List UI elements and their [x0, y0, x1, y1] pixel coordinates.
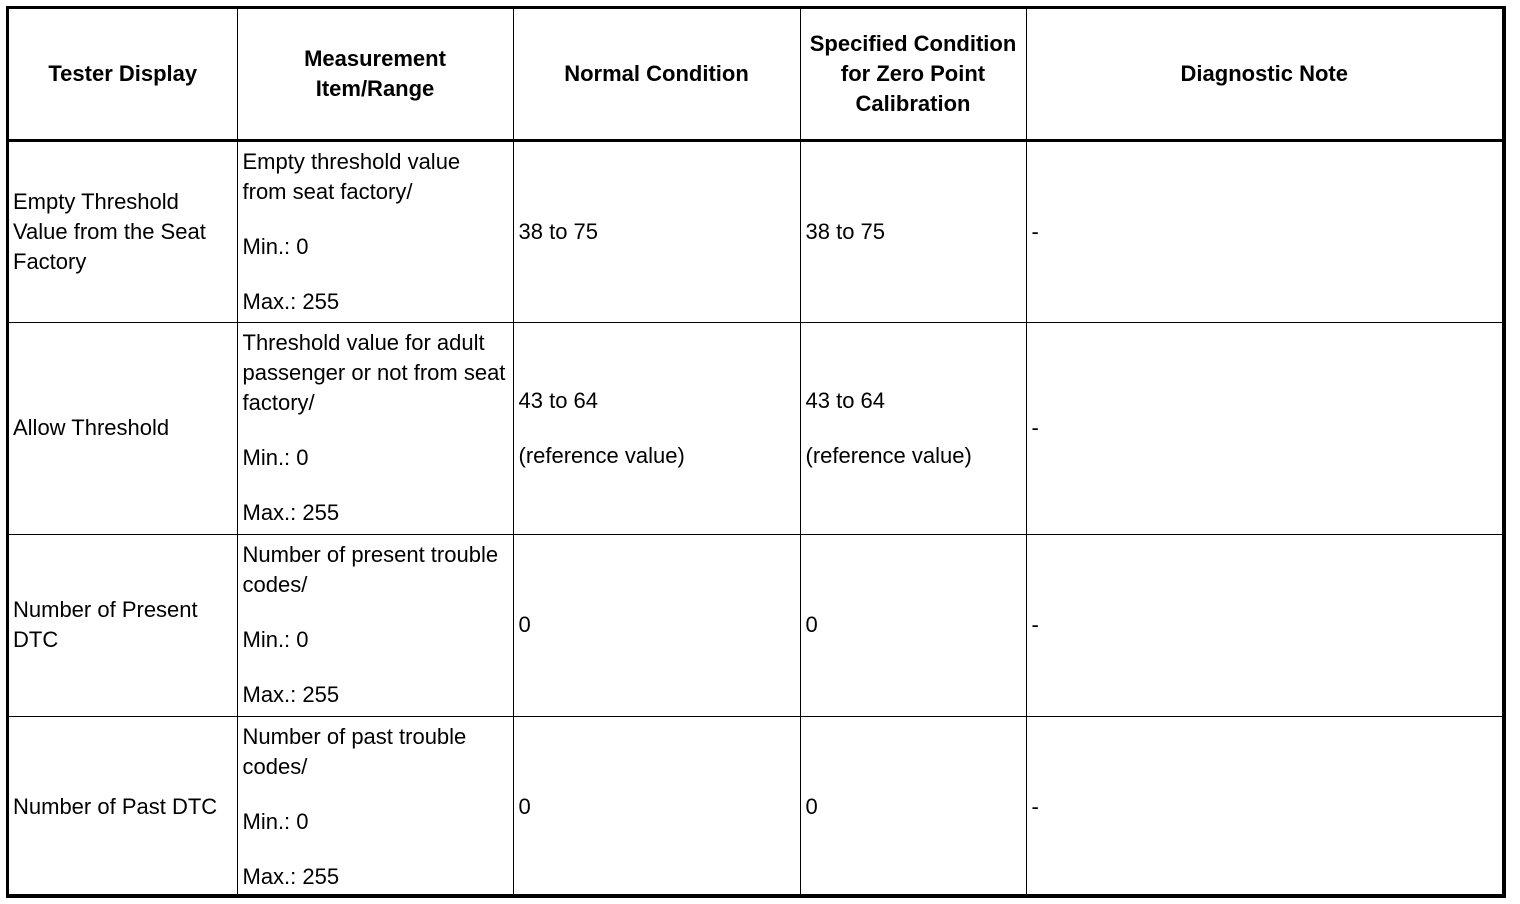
- zero-point-condition-cell: [800, 140, 1026, 322]
- measurement-description: Empty threshold value from seat factory/: [242, 148, 461, 204]
- tester-display-cell: Empty Threshold Value from the Seat Factory: [9, 140, 237, 322]
- zero-point-condition-value: 38 to 75: [805, 218, 886, 244]
- range-min: Min.: 0: [242, 445, 309, 470]
- diagnostic-note-cell: -: [1026, 716, 1502, 898]
- table-header-row: [9, 9, 1502, 140]
- diagnostic-note-cell: -: [1026, 140, 1502, 322]
- normal-condition-value: 43 to 64: [518, 387, 599, 413]
- header-zero-point-calibration: Specified Condition for Zero Point Calibration: [800, 9, 1026, 140]
- measurement-range-cell: [237, 716, 513, 898]
- normal-condition-note: (reference value): [518, 442, 685, 468]
- table-row: [9, 140, 1502, 322]
- range-min: Min.: 0: [242, 627, 309, 652]
- range-max: Max.: 255: [242, 682, 340, 707]
- diagnostic-note-cell: -: [1026, 534, 1502, 716]
- range-min: Min.: 0: [242, 809, 309, 835]
- zero-point-condition-cell: [800, 534, 1026, 716]
- zero-point-condition-note: (reference value): [805, 442, 972, 468]
- diagnostic-note-cell: -: [1026, 322, 1502, 534]
- normal-condition-cell: [513, 322, 800, 534]
- normal-condition-value: 0: [518, 612, 531, 637]
- header-normal-condition: Normal Condition: [513, 9, 800, 140]
- normal-condition-cell: [513, 716, 800, 898]
- tester-display-cell: Allow Threshold: [9, 322, 237, 534]
- data-list-table: [9, 9, 1502, 898]
- normal-condition-cell: [513, 534, 800, 716]
- zero-point-condition-value: 0: [805, 794, 818, 820]
- zero-point-condition-cell: [800, 322, 1026, 534]
- table-row: [9, 322, 1502, 534]
- table-row: [9, 534, 1502, 716]
- zero-point-condition-cell: [800, 716, 1026, 898]
- header-measurement-item-range: Measurement Item/Range: [237, 9, 513, 140]
- measurement-description: Number of past trouble codes/: [242, 724, 467, 780]
- normal-condition-cell: [513, 140, 800, 322]
- tester-display-cell: Number of Present DTC: [9, 534, 237, 716]
- normal-condition-value: 38 to 75: [518, 218, 599, 244]
- range-max: Max.: 255: [242, 288, 340, 314]
- zero-point-condition-value: 0: [805, 612, 818, 637]
- range-min: Min.: 0: [242, 233, 309, 259]
- range-max: Max.: 255: [242, 864, 340, 890]
- header-tester-display: Tester Display: [9, 9, 237, 140]
- table-row: [9, 716, 1502, 898]
- range-max: Max.: 255: [242, 500, 340, 525]
- measurement-range-cell: [237, 534, 513, 716]
- header-diagnostic-note: Diagnostic Note: [1026, 9, 1502, 140]
- zero-point-condition-value: 43 to 64: [805, 387, 886, 413]
- measurement-description: Threshold value for adult passenger or not from seat factory/: [242, 330, 506, 415]
- measurement-description: Number of present trouble codes/: [242, 542, 499, 597]
- measurement-range-cell: [237, 140, 513, 322]
- tester-display-cell: Number of Past DTC: [9, 716, 237, 898]
- data-list-sheet: [6, 6, 1506, 898]
- normal-condition-value: 0: [518, 794, 531, 820]
- measurement-range-cell: [237, 322, 513, 534]
